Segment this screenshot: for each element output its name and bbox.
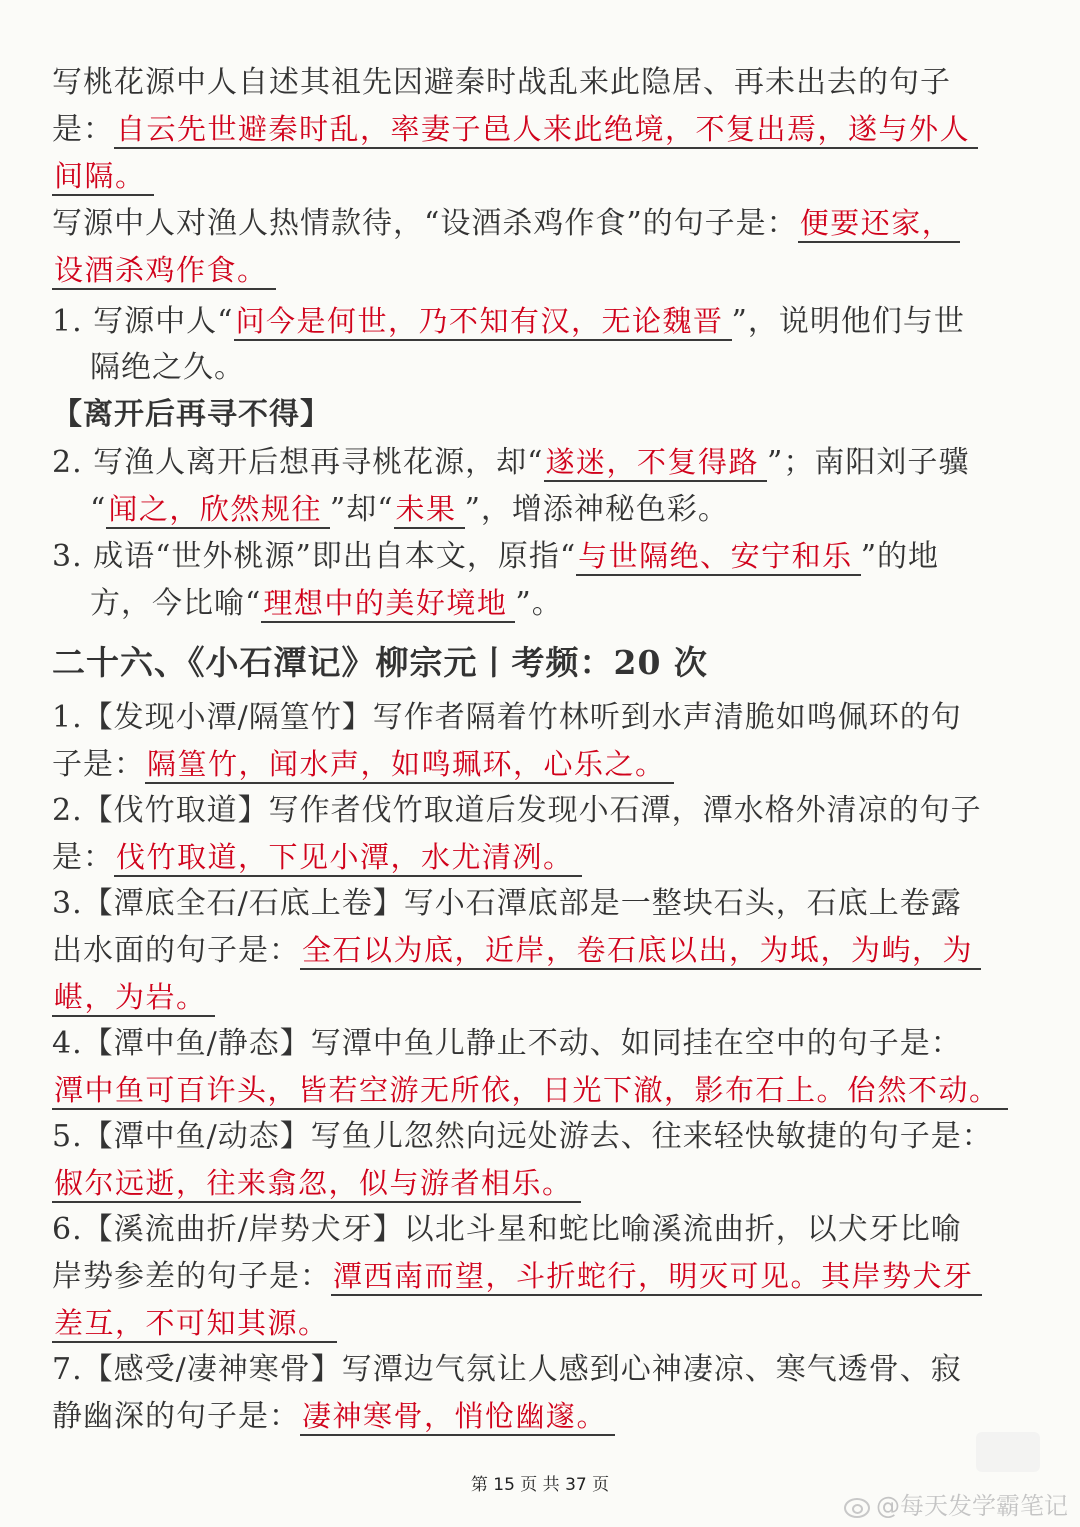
- prompt-text: ”，增添神秘色彩。: [464, 492, 729, 527]
- prompt-text: 4.【潭中鱼/静态】写潭中鱼儿静止不动、如同挂在空中的句子是：: [52, 1026, 962, 1061]
- answer-text: 潭西南而望，斗折蛇行，明灭可见。其岸势犬牙: [331, 1259, 982, 1296]
- watermark-text: @每天发学霸笔记: [876, 1492, 1068, 1520]
- page-footer: 第 15 页 共 37 页: [470, 1475, 610, 1495]
- answer-text: 便要还家，: [798, 206, 961, 243]
- document-body: [52, 60, 1042, 1440]
- prompt-text: ”的地: [860, 539, 940, 574]
- answer-text: 遂迷，不复得路: [544, 445, 768, 482]
- text-line: [52, 200, 1042, 247]
- prompt-text: 6.【溪流曲折/岸势犬牙】以北斗星和蛇比喻溪流曲折，以犬牙比喻: [52, 1212, 962, 1247]
- answer-text: 差互，不可知其源。: [52, 1306, 337, 1343]
- answer-text: 理想中的美好境地: [261, 586, 515, 623]
- text-line: [52, 1347, 1042, 1393]
- answer-text: 自云先世避秦时乱，率妻子邑人来此绝境，不复出焉，遂与外人: [114, 112, 978, 149]
- prompt-text: “: [90, 492, 107, 527]
- text-line: [52, 533, 1042, 580]
- corner-logo: [976, 1432, 1040, 1472]
- prompt-text: ”却“: [329, 492, 394, 527]
- text-line: [52, 881, 1042, 927]
- text-line: [52, 788, 1042, 834]
- answer-text: 未果: [394, 492, 465, 529]
- text-line: [52, 974, 1042, 1021]
- prompt-text: 7.【感受/凄神寒骨】写潭边气氛让人感到心神凄凉、寒气透骨、寂: [52, 1352, 962, 1387]
- prompt-text: 3.【潭底全石/石底上卷】写小石潭底部是一整块石头，石底上卷露: [52, 886, 962, 921]
- answer-text: 潭中鱼可百许头，皆若空游无所依，日光下澈，影布石上。佁然不动。: [52, 1073, 1008, 1110]
- answer-text: 间隔。: [52, 159, 154, 196]
- answer-text: 隔篁竹，闻水声，如鸣珮环，心乐之。: [145, 747, 674, 784]
- weibo-icon: [842, 1492, 872, 1516]
- answer-text: 全石以为底，近岸，卷石底以出，为坻，为屿，为: [300, 933, 981, 970]
- text-line: [52, 60, 1042, 106]
- prompt-text: 方，今比喻“: [90, 586, 262, 621]
- prompt-text: 岸势参差的句子是：: [52, 1259, 331, 1294]
- text-line: [52, 345, 1042, 391]
- prompt-text: 写桃花源中人自述其祖先因避秦时战乱来此隐居、再未出去的句子: [52, 65, 951, 100]
- answer-text: 与世隔绝、安宁和乐: [576, 539, 861, 576]
- text-line: [52, 486, 1042, 533]
- answer-text: 伐竹取道，下见小潭，水尤清冽。: [114, 840, 582, 877]
- subheading: [52, 391, 1042, 439]
- text-line: [52, 1114, 1042, 1160]
- answer-text: 凄神寒骨，悄怆幽邃。: [300, 1399, 615, 1436]
- text-line: [52, 834, 1042, 881]
- answer-text: 问今是何世，乃不知有汉，无论魏晋: [234, 304, 732, 341]
- text-line: [52, 439, 1042, 486]
- text-line: [52, 1160, 1042, 1207]
- text-line: [52, 298, 1042, 345]
- answer-text: 嵁，为岩。: [52, 980, 215, 1017]
- prompt-text: 是：: [52, 112, 114, 147]
- text-line: [52, 1300, 1042, 1347]
- text-line: [52, 1393, 1042, 1440]
- prompt-text: 是：: [52, 840, 114, 875]
- prompt-text: 出水面的句子是：: [52, 933, 300, 968]
- text-line: [52, 1207, 1042, 1253]
- prompt-text: 5.【潭中鱼/动态】写鱼儿忽然向远处游去、往来轻快敏捷的句子是：: [52, 1119, 993, 1154]
- text-line: [52, 1253, 1042, 1300]
- prompt-text: 写源中人对渔人热情款待，“设酒杀鸡作食”的句子是：: [52, 206, 798, 241]
- prompt-text: ”；南阳刘子骥: [767, 445, 970, 480]
- text-line: [52, 1067, 1042, 1114]
- text-line: [52, 247, 1042, 294]
- prompt-text: ”。: [515, 586, 563, 621]
- answer-text: 设酒杀鸡作食。: [52, 253, 276, 290]
- text-line: [52, 106, 1042, 153]
- watermark: [842, 1486, 1068, 1521]
- text-line: [52, 1021, 1042, 1067]
- prompt-text: 2.【伐竹取道】写作者伐竹取道后发现小石潭，潭水格外清凉的句子: [52, 793, 982, 828]
- prompt-text: 3. 成语“世外桃源”即出自本文，原指“: [52, 539, 577, 574]
- prompt-text: 隔绝之久。: [90, 350, 245, 385]
- prompt-text: 1.【发现小潭/隔篁竹】写作者隔着竹林听到水声清脆如鸣佩环的句: [52, 700, 962, 735]
- prompt-text: 二十六、《小石潭记》柳宗元丨考频：20 次: [52, 643, 708, 682]
- prompt-text: 2. 写渔人离开后想再寻桃花源，却“: [52, 445, 544, 480]
- prompt-text: 【离开后再寻不得】: [52, 397, 331, 432]
- prompt-text: 1. 写源中人“: [52, 304, 234, 339]
- section-title: [52, 635, 1042, 691]
- answer-text: 闻之，欣然规往: [106, 492, 330, 529]
- text-line: [52, 580, 1042, 627]
- prompt-text: 子是：: [52, 747, 145, 782]
- text-line: [52, 153, 1042, 200]
- prompt-text: 静幽深的句子是：: [52, 1399, 300, 1434]
- prompt-text: ”，说明他们与世: [731, 304, 965, 339]
- text-line: [52, 695, 1042, 741]
- answer-text: 俶尔远逝，往来翕忽，似与游者相乐。: [52, 1166, 581, 1203]
- text-line: [52, 927, 1042, 974]
- text-line: [52, 741, 1042, 788]
